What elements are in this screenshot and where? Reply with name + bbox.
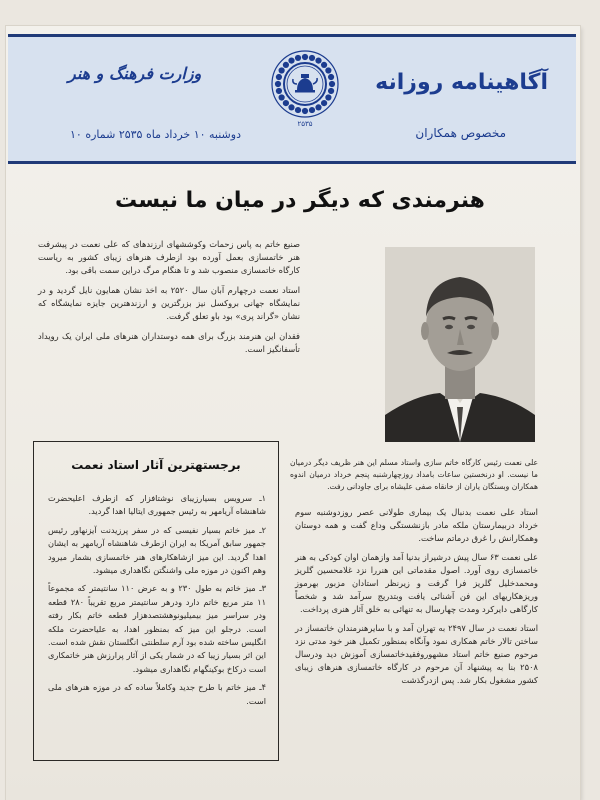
ministry-name: وزارت فرهنگ و هنر xyxy=(68,64,202,83)
emblem-bead xyxy=(321,62,327,68)
emblem-bead xyxy=(288,58,294,64)
emblem-bead xyxy=(283,62,289,68)
works-item: ۲ـ میز خاتم بسیار نفیسی که در سفر پرزیدنت آیزنهاور رئیس جمهور سابق آمریکا به ایران ازطرف شاهنشاه آریامهر به ایشان اهدا گردید. این میز ازشاهکارهای هنر خاتمسازی بشمار میرود وهم اکنون در موزه ملی واشنگتن نگاهداری میشود. xyxy=(48,524,266,576)
emblem-bead xyxy=(279,94,285,100)
emblem-bead xyxy=(276,88,282,94)
article-headline: هنرمندی که دیگر در میان ما نیست xyxy=(115,188,485,213)
emblem-bead xyxy=(295,55,301,61)
notable-works-list xyxy=(48,492,266,713)
emblem-bead xyxy=(329,81,335,87)
body-paragraph: علی نعمت ۶۳ سال پیش درشیراز بدنیا آمد وازهمان اوان کودکی به هنر خاتمسازی روی آورد. اصول مقدماتی این هنررا نزد غلامحسین گلریز ومحمدخلیل گلریز فرا گرفت و زیرنظر استادان مزبور بهرموز وریزهکاریهای این فن آشنائی یافت وبتدریج سرآمد شد و شخصاً کارگاهی دایرکرد ومدت چهارسال به تنهائی به خلق آثار هنری پرداخت. xyxy=(295,551,538,615)
intro-paragraph: استاد نعمت درچهارم آبان سال ۲۵۲۰ به اخذ نشان همایون نایل گردید و در نمایشگاه جهانی بروکسل نیز بزرگترین و ارزندهترین جایزه نمایشگاه که نشان «گراند پری» بود باو تعلق گرفت. xyxy=(38,285,300,321)
emblem-bead xyxy=(328,88,334,94)
body-paragraph: استاد علی نعمت بدنبال یک بیماری طولانی عصر روزدوشنبه سوم خرداد دربیمارستان ملکه مادر بازنشستگی وداع گفت و همه دوستان وهمکارانش را غرق درماتم ساخت. xyxy=(295,507,538,544)
emblem-bead xyxy=(283,100,289,106)
notable-works-title: برجستهترین آثار استاد نعمت xyxy=(71,458,241,472)
emblem-bead xyxy=(309,107,315,113)
newsletter-subtitle: مخصوص همکاران xyxy=(415,126,506,140)
emblem-seal-icon xyxy=(268,46,342,128)
emblem-bead xyxy=(302,54,308,60)
article-body xyxy=(295,506,538,693)
intro-paragraph: فقدان این هنرمند بزرگ برای همه دوستداران هنرهای ملی ایران یک رویداد تأسفانگیز است. xyxy=(38,331,300,354)
emblem-bead xyxy=(309,55,315,61)
works-item: ۴ـ میز خاتم با طرح جدید وکاملاً ساده که در موزه هنرهای ملی است. xyxy=(48,682,266,706)
notable-works-box xyxy=(33,441,279,761)
newsletter-title: آگاهینامه روزانه xyxy=(375,70,548,95)
emblem-bead xyxy=(288,104,294,110)
emblem-bead xyxy=(321,100,327,106)
emblem-bead xyxy=(315,58,321,64)
portrait-photo xyxy=(385,247,535,442)
emblem-bead xyxy=(276,74,282,80)
masthead-top-rule xyxy=(8,34,576,37)
issue-date-line: دوشنبه ۱۰ خرداد ماه ۲۵۳۵ شماره ۱۰ xyxy=(70,128,241,141)
emblem-bead xyxy=(279,67,285,73)
intro-paragraph: صنیع خاتم به پاس زحمات وکوششهای ارزندهای که علی نعمت در پیشرفت هنر خاتمسازی بعمل آورده بود ازطرف هنرهای زیبای کشور به ریاست کارگاه خاتمسازی منصوب شد و تا هنگام مرگ دراین سمت باقی بود. xyxy=(38,239,300,275)
emblem-year: ۲۵۳۵ xyxy=(297,120,313,128)
emblem-bead xyxy=(275,81,281,87)
emblem-bead xyxy=(302,108,308,114)
body-paragraph: استاد نعمت در سال ۲۴۹۷ به تهران آمد و با سایرهنرمندان خاتمساز در ساختن تالار خاتم همکاری نمود وآنگاه بمنظور تکمیل هنر خود مدتی نزد مرحوم صنیع خاتم استاد مشهوروفقیدخاتمسازی آموزش دید ودرسال ۲۵۰۸ بنا به پیشنهاد آن مرحوم در کارگاه خاتمسازی هنرهای زیبای کشور مشغول بکار شد. پس ازدرگذشت xyxy=(295,622,538,686)
photo-caption: علی نعمت رئیس کارگاه خاتم سازی واستاد مسلم این هنر ظریف دیگر درمیان ما نیست. او درنخستین ساعات بامداد روزچهارشنبه پنجم خرداد درمیان اندوه همکاران وبستگان یاران از خانقاه صفی علیشاه برای جاودانی رفت. xyxy=(290,458,538,491)
intro-text xyxy=(38,238,300,363)
emblem-bead xyxy=(295,107,301,113)
emblem-bead xyxy=(328,74,334,80)
emblem-bead xyxy=(315,104,321,110)
works-item: ۳ـ میز خاتم به طول ۲۳۰ و به عرض ۱۱۰ سانتیمتر که مجموعاً ۱۱ متر مربع خاتم دارد ودرهر سانتیمتر مربع تقریباً ۲۸۰ قطعه ودر سراسر میز بیمیلیونوهشتصدهزار قطعه خاتم بکار رفته است. درجلو این میز که بمنظور اهدا، به علیاحضرت ملکه انگلیس ساخته شده بود آرم سلطنتی انگلستان نقش شده است. این اثر بسیار زیبا که در شمار یکی از آثار پرارزش هنر خاتمکاری است درکاخ بوکینگهام نگاهداری میشود. xyxy=(48,583,266,674)
emblem-bead xyxy=(325,94,331,100)
works-item: ۱ـ سرویس بسیارزیبای نوشتافزار که ازطرف اعلیحضرت شاهنشاه آریامهر به رئیس جمهوری ایتالیا اهدا گردید. xyxy=(48,493,266,517)
masthead-bottom-rule xyxy=(8,161,576,164)
emblem-bead xyxy=(325,67,331,73)
